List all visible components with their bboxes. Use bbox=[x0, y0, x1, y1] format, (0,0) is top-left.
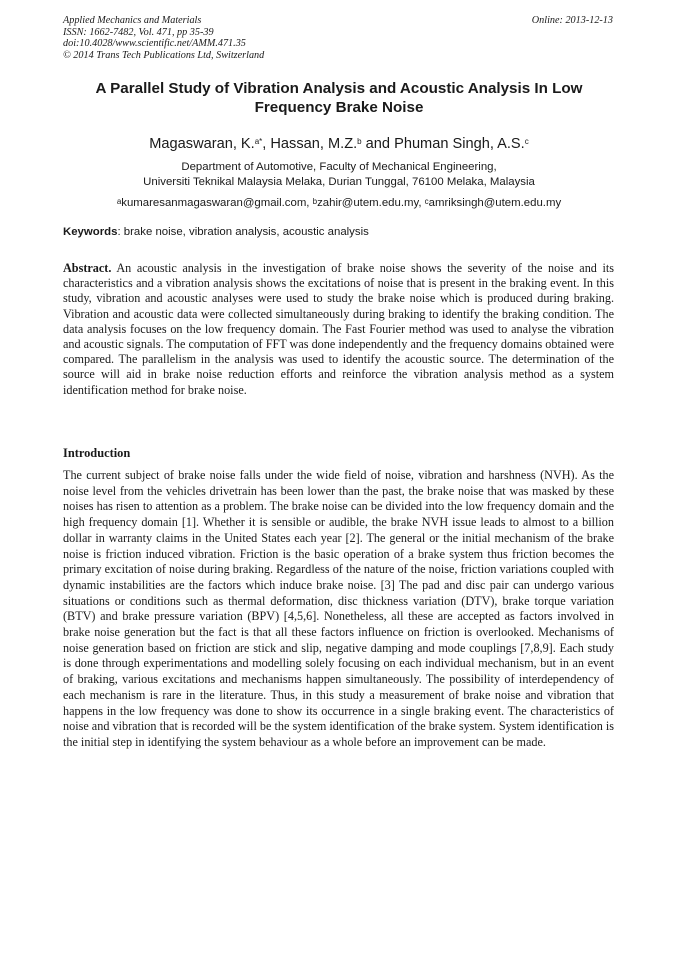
journal-name: Applied Mechanics and Materials bbox=[63, 15, 202, 26]
issn-line: ISSN: 1662-7482, Vol. 471, pp 35-39 bbox=[63, 26, 214, 38]
email-3: amriksingh@utem.edu.my bbox=[428, 197, 562, 209]
keywords-label: Keywords bbox=[63, 226, 118, 238]
email-1-mark: a bbox=[116, 197, 122, 206]
email-2-mark: b bbox=[312, 197, 318, 206]
author-separator: , bbox=[262, 136, 271, 152]
affiliation bbox=[0, 160, 678, 190]
author-3: Phuman Singh, A.S. bbox=[394, 136, 525, 152]
paper-title: A Parallel Study of Vibration Analysis and Acoustic Analysis In Low Frequency Brake Noise bbox=[95, 80, 583, 116]
author-1: Magaswaran, K. bbox=[149, 136, 255, 152]
keywords-text: : brake noise, vibration analysis, acoustic analysis bbox=[117, 226, 369, 238]
email-1: kumaresanmagaswaran@gmail.com, bbox=[121, 197, 313, 209]
author-2-mark: b bbox=[357, 137, 362, 146]
journal-header bbox=[63, 15, 613, 61]
author-1-mark: a* bbox=[254, 137, 263, 146]
affiliation-line-2: Universiti Teknikal Malaysia Melaka, Durian Tunggal, 76100 Melaka, Malaysia bbox=[143, 176, 535, 188]
author-2: Hassan, M.Z. bbox=[270, 136, 358, 152]
author-separator: and bbox=[361, 136, 395, 152]
abstract-label: Abstract. bbox=[63, 261, 112, 275]
online-date: Online: 2013-12-13 bbox=[531, 15, 613, 26]
introduction-paragraph: The current subject of brake noise falls under the wide field of noise, vibration and harshness (NVH). As the noise level from the vehicles drivetrain has been lower than the past, the brake noise that was masked by these noises has risen to attention as a problem. The brake noise can be divided into the low frequency domain and the high frequency domain [1]. Whether it is sensible or audible, the brake NVH issue leads to almost to a billion dollar in warranty claims in the United States each year [2]. The general or the initial mechanism of the brake noise is friction induced vibration. Friction is the basic operation of a brake system thus friction becomes the primary excitation of noise during braking. Regardless of the nature of the noise, friction variations coupled with dynamic instabilities are the factors which induce brake noise. [3] The pad and disc pair can undergo various situations or conditions such as thermal deformation, disc thickness variation (DTV), brake torque variation (BTV) and brake pressure variation (BPV) [4,5,6]. Nonetheless, all these are accepted as factors involved in brake noise generation but the fact is that all these factors influence on friction is overlooked. Mechanisms of noise generation based on friction are stick and slip, negative damping and mode couplings [7,8,9]. Each study is done through experimentations and modelling solely focusing on each individual mechanism, but in an event of braking, various excitations and mechanisms happen simultaneously. The possibility of interdependency of each mechanism is rare in the literature. Thus, in this study a measurement of brake noise and vibration that happens in the low frequency was done to show its occurrence in a single braking event. The characteristics of noise and vibration that is recorded will be the system identification of the brake system. System identification is the initial step in identifying the system behaviour as a whole before an improvement can be made. bbox=[63, 468, 614, 749]
affiliation-line-1: Department of Automotive, Faculty of Mechanical Engineering, bbox=[181, 161, 497, 173]
author-list bbox=[0, 134, 678, 154]
introduction-heading: Introduction bbox=[63, 446, 131, 460]
author-3-mark: c bbox=[524, 137, 529, 146]
abstract bbox=[63, 261, 614, 398]
email-list bbox=[0, 196, 678, 211]
copyright-line: © 2014 Trans Tech Publications Ltd, Switzerland bbox=[63, 49, 265, 61]
email-3-mark: c bbox=[424, 197, 429, 206]
doi-line: doi:10.4028/www.scientific.net/AMM.471.35 bbox=[63, 38, 246, 50]
abstract-text: An acoustic analysis in the investigation of brake noise shows the severity of the noise and its characteristics and a vibration analysis shows the excitations of noise that is present in the braking event. In this study, vibration and acoustic analyses were used to study the brake noise which is produced during braking. Vibration and acoustic data were collected simultaneously during braking to identify the braking condition. The data analysis focuses on the low frequency domain. The Fast Fourier method was used to analyse the vibration and acoustic signals. The computation of FFT was done independently and the frequency domains obtained were compared. The parallelism in the analysis was used to identify the acoustic source. The determination of the source will aid in brake noise reduction efforts and reinforce the vibration analysis method as a system identification method for brake noise. bbox=[63, 261, 614, 397]
email-2: zahir@utem.edu.my, bbox=[317, 197, 425, 209]
keywords bbox=[63, 224, 615, 240]
